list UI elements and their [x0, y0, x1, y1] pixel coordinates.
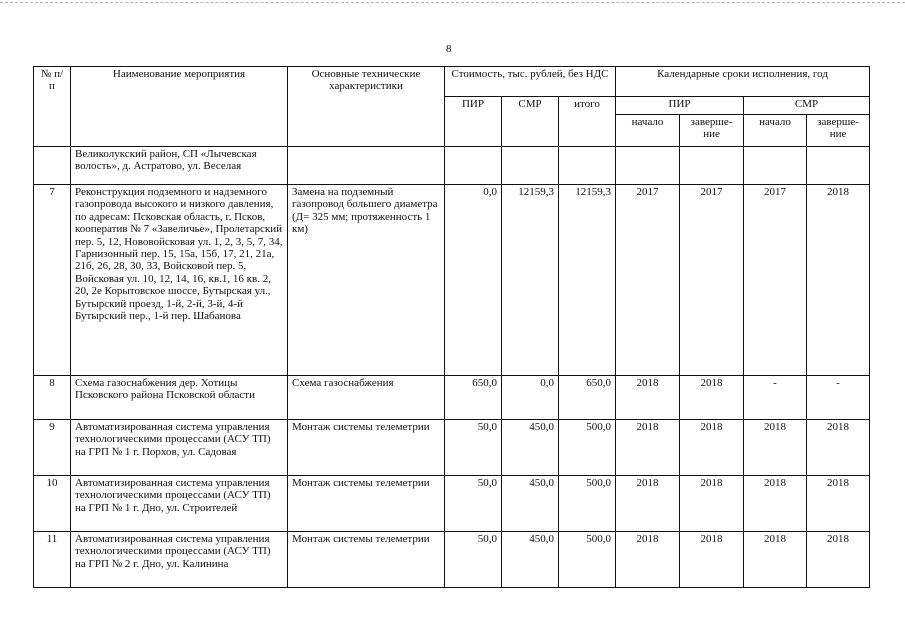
cell-num: 10	[34, 476, 71, 532]
header-sched-smr: СМР	[744, 97, 870, 115]
header-cost-itogo: итого	[559, 97, 616, 147]
cell-pir	[445, 147, 502, 185]
cell-itogo: 12159,3	[559, 185, 616, 376]
cell-tech: Схема газоснабжения	[288, 376, 445, 420]
cell-itogo	[559, 147, 616, 185]
cell-smr-end: 2018	[807, 420, 870, 476]
cell-num: 9	[34, 420, 71, 476]
cell-smr-start: 2018	[744, 532, 807, 588]
cell-pir-end: 2018	[680, 376, 744, 420]
schedule-table	[33, 66, 870, 588]
cell-smr: 450,0	[502, 532, 559, 588]
cell-pir-end: 2018	[680, 420, 744, 476]
table-row	[34, 476, 870, 532]
cell-num: 7	[34, 185, 71, 376]
cell-itogo: 500,0	[559, 532, 616, 588]
cell-smr-start: 2018	[744, 476, 807, 532]
cell-pir: 50,0	[445, 532, 502, 588]
cell-pir-end: 2017	[680, 185, 744, 376]
header-pir-end: заверше-ние	[680, 115, 744, 147]
cell-num: 8	[34, 376, 71, 420]
cell-itogo: 500,0	[559, 476, 616, 532]
cell-tech: Монтаж системы телеметрии	[288, 532, 445, 588]
cell-pir-start: 2017	[616, 185, 680, 376]
table-row-continuation	[34, 147, 870, 185]
header-cost-pir: ПИР	[445, 97, 502, 147]
cell-name: Автоматизированная система управления технологическими процессами (АСУ ТП) на ГРП № 1 г. Дно, ул. Строителей	[71, 476, 288, 532]
cell-pir: 0,0	[445, 185, 502, 376]
cell-smr-start: 2017	[744, 185, 807, 376]
cell-pir: 50,0	[445, 476, 502, 532]
cell-pir-start	[616, 147, 680, 185]
table-row	[34, 532, 870, 588]
cell-pir-start: 2018	[616, 376, 680, 420]
cell-pir-start: 2018	[616, 532, 680, 588]
cell-smr: 450,0	[502, 476, 559, 532]
header-sched-pir: ПИР	[616, 97, 744, 115]
cell-pir-end: 2018	[680, 476, 744, 532]
header-cost: Стоимость, тыс. рублей, без НДС	[445, 67, 616, 97]
header-schedule: Календарные сроки исполнения, год	[616, 67, 870, 97]
cell-smr-end	[807, 147, 870, 185]
cell-num: 11	[34, 532, 71, 588]
cell-name: Схема газоснабжения дер. Хотицы Псковского района Псковской области	[71, 376, 288, 420]
table-row	[34, 376, 870, 420]
cell-num	[34, 147, 71, 185]
cell-smr-end: 2018	[807, 185, 870, 376]
cell-pir-end	[680, 147, 744, 185]
header-num: № п/п	[34, 67, 71, 147]
cell-smr: 12159,3	[502, 185, 559, 376]
cell-tech: Замена на подземный газопровод большего диаметра (Д= 325 мм; протяженность 1 км)	[288, 185, 445, 376]
scan-edge-line	[0, 2, 905, 4]
cell-name: Реконструкция подземного и надземного газопровода высокого и низкого давления, по адресам: Псковская область, г. Псков, кооператив № 7 «Завеличье», Пролетарский пер. 5, 12, Нововойсковая ул. 1, 2, 3, 5, 7, 34, Гарнизонный пер. 15, 15а, 15б, 17, 21, 21а, 21б, 26, 28, 30, 33, Войсковой пер. 5, Войсковая ул. 10, 12, 14, 16, кв.1, 16 кв. 2, 20, 2е Корытовское шоссе, Бутырская ул., Бутырский проезд, 1-й, 2-й, 3-й, 4-й Бутырский пер., 1-й пер. Шабанова	[71, 185, 288, 376]
cell-pir: 650,0	[445, 376, 502, 420]
cell-tech: Монтаж системы телеметрии	[288, 476, 445, 532]
header-tech: Основные технические характеристики	[288, 67, 445, 147]
header-pir-start: начало	[616, 115, 680, 147]
header-name: Наименование мероприятия	[71, 67, 288, 147]
cell-smr: 0,0	[502, 376, 559, 420]
cell-pir-start: 2018	[616, 476, 680, 532]
cell-smr-end: 2018	[807, 476, 870, 532]
cell-name: Автоматизированная система управления технологическими процессами (АСУ ТП) на ГРП № 1 г. Порхов, ул. Садовая	[71, 420, 288, 476]
page-number: 8	[446, 43, 452, 55]
cell-pir: 50,0	[445, 420, 502, 476]
cell-pir-end: 2018	[680, 532, 744, 588]
header-smr-start: начало	[744, 115, 807, 147]
cell-smr-start: 2018	[744, 420, 807, 476]
cell-name: Великолукский район, СП «Лычевская волость», д. Астратово, ул. Веселая	[71, 147, 288, 185]
cell-itogo: 650,0	[559, 376, 616, 420]
header-smr-end: заверше-ние	[807, 115, 870, 147]
cell-smr-end: -	[807, 376, 870, 420]
cell-tech	[288, 147, 445, 185]
cell-name: Автоматизированная система управления технологическими процессами (АСУ ТП) на ГРП № 2 г. Дно, ул. Калинина	[71, 532, 288, 588]
cell-tech: Монтаж системы телеметрии	[288, 420, 445, 476]
cell-smr	[502, 147, 559, 185]
cell-smr-start: -	[744, 376, 807, 420]
cell-pir-start: 2018	[616, 420, 680, 476]
header-row-1	[34, 67, 870, 97]
cell-smr: 450,0	[502, 420, 559, 476]
cell-smr-end: 2018	[807, 532, 870, 588]
table-row	[34, 420, 870, 476]
table-row	[34, 185, 870, 376]
cell-smr-start	[744, 147, 807, 185]
header-cost-smr: СМР	[502, 97, 559, 147]
cell-itogo: 500,0	[559, 420, 616, 476]
